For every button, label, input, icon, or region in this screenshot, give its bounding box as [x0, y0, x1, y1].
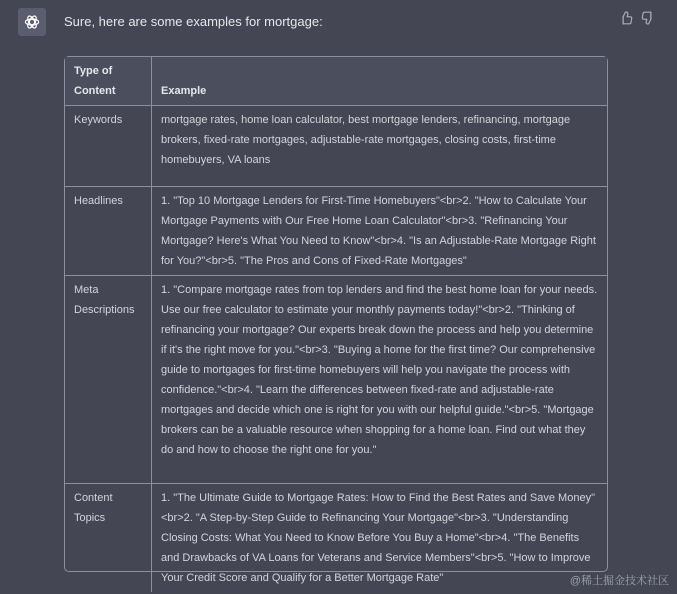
row-label: Meta Descriptions: [65, 276, 152, 484]
assistant-avatar: [18, 8, 46, 36]
table-row: [65, 484, 607, 593]
row-label: Keywords: [65, 106, 152, 187]
table-row: [65, 187, 607, 276]
thumbs-up-icon[interactable]: [619, 11, 633, 25]
row-label: Content Topics: [65, 484, 152, 593]
feedback-buttons: [619, 11, 655, 25]
watermark: @稀土掘金技术社区: [569, 575, 669, 587]
openai-logo-icon: [22, 12, 42, 32]
table-row: [65, 276, 607, 484]
thumbs-down-icon[interactable]: [641, 11, 655, 25]
content-examples-table: [64, 56, 608, 584]
table-row: [65, 106, 607, 187]
row-content: 1. "Compare mortgage rates from top lenders and find the best home loan for your needs. Use our free calculator to estimate your monthly payments today!"<br>2. "Thinking of refinancing your mortgage? Our experts break down the process and help you determine if it's the right move for you."<br>3. "Buying a home for the first time? Our comprehensive guide to mortgages for first-time homebuyers will help you navigate the process with confidence."<br>4. "Learn the differences between fixed-rate and adjustable-rate mortgages and decide which one is right for you with our helpful guide."<br>5. "Mortgage brokers can be a valuable resource when shopping for a home loan. Find out what they do and how to choose the right one for you.": [152, 276, 608, 484]
column-header-type: Type of Content: [65, 57, 152, 106]
row-content: 1. "The Ultimate Guide to Mortgage Rates: How to Find the Best Rates and Save Money"<br>2. "A Step-by-Step Guide to Refinancing Your Mortgage"<br>3. "Understanding Closing Costs: What You Need to Know Before You Buy a Home"<br>4. "The Benefits and Drawbacks of VA Loans for Veterans and Service Members"<br>5. "How to Improve Your Credit Score and Qualify for a Better Mortgage Rate": [152, 484, 608, 593]
column-header-example: Example: [152, 57, 608, 106]
row-content: 1. "Top 10 Mortgage Lenders for First-Time Homebuyers"<br>2. "How to Calculate Your Mortgage Payments with Our Free Home Loan Calculator"<br>3. "Refinancing Your Mortgage? Here's What You Need to Know"<br>4. "Is an Adjustable-Rate Mortgage Right for You?"<br>5. "The Pros and Cons of Fixed-Rate Mortgages": [152, 187, 608, 276]
assistant-message-intro: Sure, here are some examples for mortgage:: [64, 14, 323, 29]
table-header-row: [65, 57, 607, 106]
row-label: Headlines: [65, 187, 152, 276]
row-content: mortgage rates, home loan calculator, best mortgage lenders, refinancing, mortgage brokers, fixed-rate mortgages, adjustable-rate mortgages, closing costs, first-time homebuyers, VA loans: [152, 106, 608, 187]
